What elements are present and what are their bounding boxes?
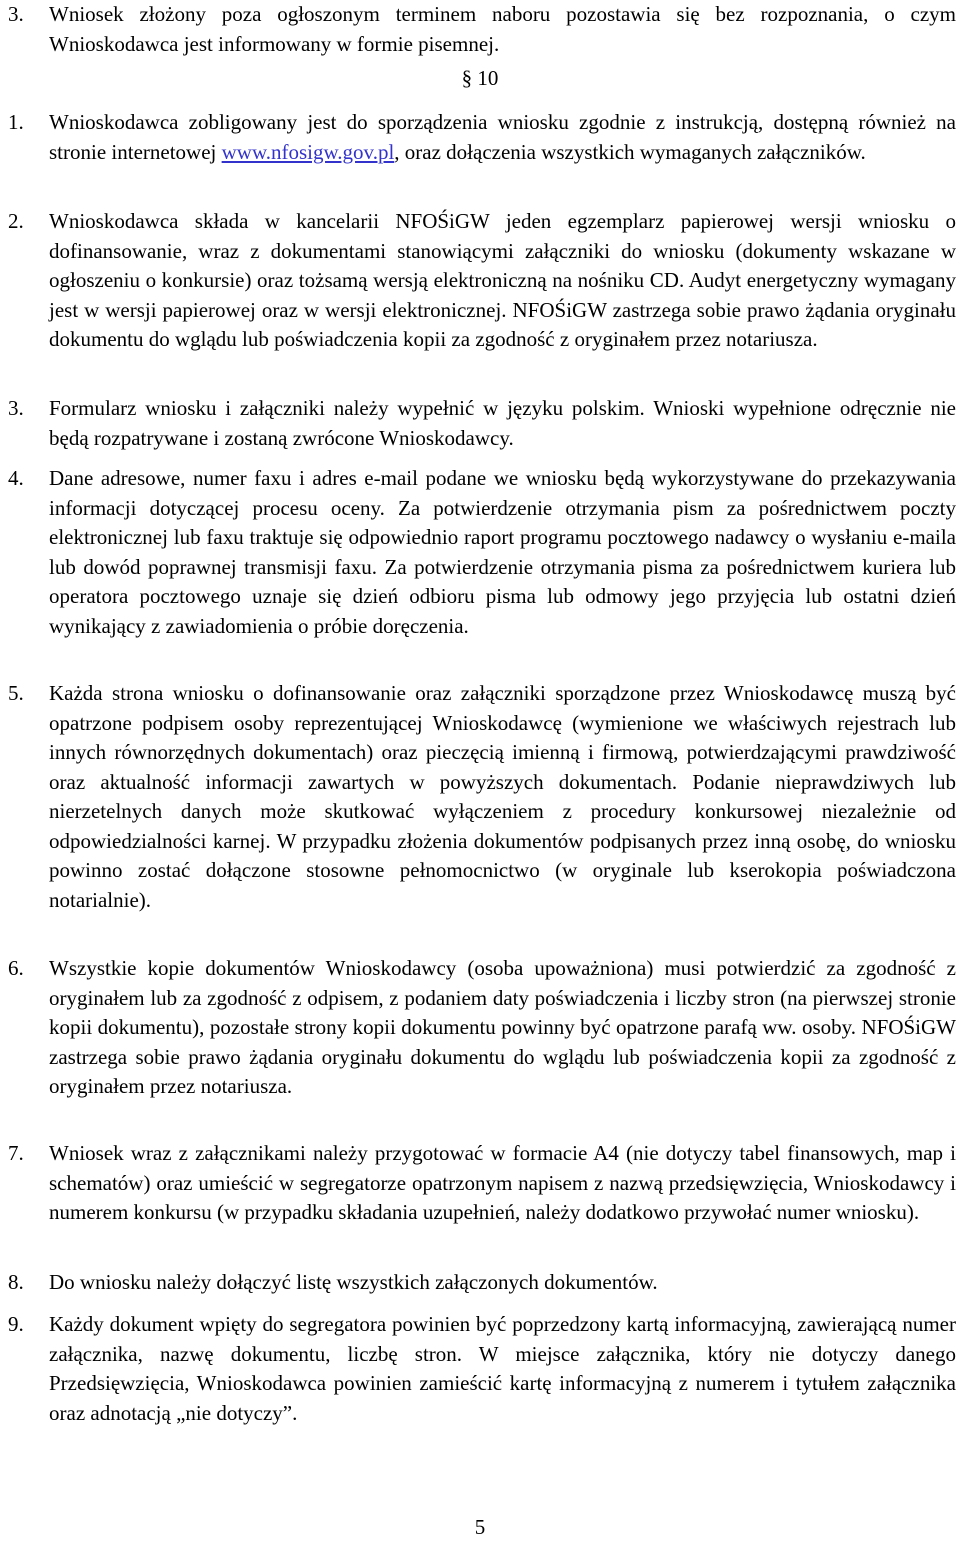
list-item-4: [8, 464, 956, 641]
list-item-text: Wniosek złożony poza ogłoszonym terminem naboru pozostawia się bez rozpoznania, o czym Wnioskodawca jest informowany w formie pisemnej.: [49, 2, 956, 56]
list-item-text: [49, 108, 956, 167]
list-item-number: 9.: [8, 1312, 24, 1336]
list-item-7: [8, 1139, 956, 1228]
list-item-3: [8, 394, 956, 453]
list-item-text: Wnioskodawca składa w kancelarii NFOŚiGW jeden egzemplarz papierowej wersji wniosku o dofinansowanie, wraz z dokumentami stanowiącymi załączniki do wniosku (dokumenty wskazane w ogłoszeniu o konkursie) oraz tożsamą wersją elektroniczną na nośniku CD. Audyt energetyczny wymagany jest w wersji papierowej oraz w wersji elektronicznej. NFOŚiGW zastrzega sobie prawo żądania oryginału dokumentu do wglądu lub poświadczenia kopii za zgodność z oryginałem przez notariusza.: [49, 209, 956, 351]
list-item-number: 1.: [8, 110, 24, 134]
list-item-number: 3.: [8, 396, 24, 420]
list-item-text-before: Wnioskodawca zobligowany jest do sporządzenia wniosku zgodnie z instrukcją, dostępną również na stronie internetowej: [49, 110, 956, 164]
list-item-number: 5.: [8, 681, 24, 705]
list-item-1: [8, 108, 956, 167]
list-item-text: Dane adresowe, numer faxu i adres e-mail podane we wniosku będą wykorzystywane do przekazywania informacji dotyczącej procesu oceny. Za potwierdzenie otrzymania pism za pośrednictwem poczty elektronicznej lub faxu traktuje się odpowiednio raport programu pocztowego nadawcy o wysłaniu e-maila lub dowód poprawnej transmisji faxu. Za potwierdzenie otrzymania pisma za pośrednictwem kuriera lub operatora pocztowego uznaje się dzień odbioru pisma lub odmowy jego przyjęcia lub ostatni dzień wynikający z zawiadomienia o próbie doręczenia.: [49, 466, 956, 638]
list-item-8: [8, 1268, 956, 1298]
list-item-text: Do wniosku należy dołączyć listę wszystkich załączonych dokumentów.: [49, 1270, 658, 1294]
list-item-5: [8, 679, 956, 915]
page-number: 5: [474, 1515, 486, 1539]
list-item-9: [8, 1310, 956, 1428]
list-item-text-after: , oraz dołączenia wszystkich wymaganych załączników.: [394, 139, 866, 164]
list-item-text: Wszystkie kopie dokumentów Wnioskodawcy (osoba upoważniona) musi potwierdzić za zgodność z oryginałem lub za zgodność z odpisem, z podaniem daty poświadczenia i liczby stron (na pierwszej stronie kopii dokumentu), pozostałe strony kopii dokumentu powinny być opatrzone parafą ww. osoby. NFOŚiGW zastrzega sobie prawo żądania oryginału dokumentu do wglądu lub poświadczenia kopii za zgodność z oryginałem przez notariusza.: [49, 956, 956, 1098]
list-item-text: Każda strona wniosku o dofinansowanie oraz załączniki sporządzone przez Wnioskodawcę muszą być opatrzone podpisem osoby reprezentującej Wnioskodawcę (wymienione we właściwych rejestrach lub innych równorzędnych dokumentach) oraz pieczęcią imienną i firmową, potwierdzającymi prawdziwość oraz aktualność informacji zawartych w powyższych dokumentach. Podanie nieprawdziwych lub nierzetelnych danych może skutkować wyłączeniem z procedury konkursowej niezależnie od odpowiedzialności karnej. W przypadku złożenia dokumentów podpisanych przez inną osobę, do wniosku powinno zostać dołączone stosowne pełnomocnictwo (w oryginale lub kserokopia poświadczona notarialnie).: [49, 681, 956, 912]
list-item-number: 4.: [8, 466, 24, 490]
list-item-6: [8, 954, 956, 1102]
section-heading: § 10: [461, 66, 499, 90]
list-item-number: 6.: [8, 956, 24, 980]
list-item-text: Formularz wniosku i załączniki należy wypełnić w języku polskim. Wnioski wypełnione odręcznie nie będą rozpatrywane i zostaną zwrócone Wnioskodawcy.: [49, 396, 956, 450]
list-item-number: 7.: [8, 1141, 24, 1165]
list-item-number: 2.: [8, 209, 24, 233]
nfosigw-website-link[interactable]: www.nfosigw.gov.pl: [221, 139, 395, 164]
list-item-text: Wniosek wraz z załącznikami należy przygotować w formacie A4 (nie dotyczy tabel finansowych, map i schematów) oraz umieścić w segregatorze opatrzonym napisem z nazwą przedsięwzięcia, Wnioskodawcy i numerem konkursu (w przypadku składania uzupełnień, należy dodatkowo przywołać numer wniosku).: [49, 1141, 956, 1224]
list-item-number: 3.: [8, 2, 24, 26]
list-item-2: [8, 207, 956, 355]
list-item-prev-3: [8, 0, 956, 59]
list-item-text: Każdy dokument wpięty do segregatora powinien być poprzedzony kartą informacyjną, zawierającą numer załącznika, nazwę dokumentu, liczbę stron. W miejsce załącznika, który nie dotyczy danego Przedsięwzięcia, Wnioskodawca powinien zamieścić kartę informacyjną z numerem i tytułem załącznika oraz adnotacją „nie dotyczy”.: [49, 1312, 956, 1425]
list-item-number: 8.: [8, 1270, 24, 1294]
